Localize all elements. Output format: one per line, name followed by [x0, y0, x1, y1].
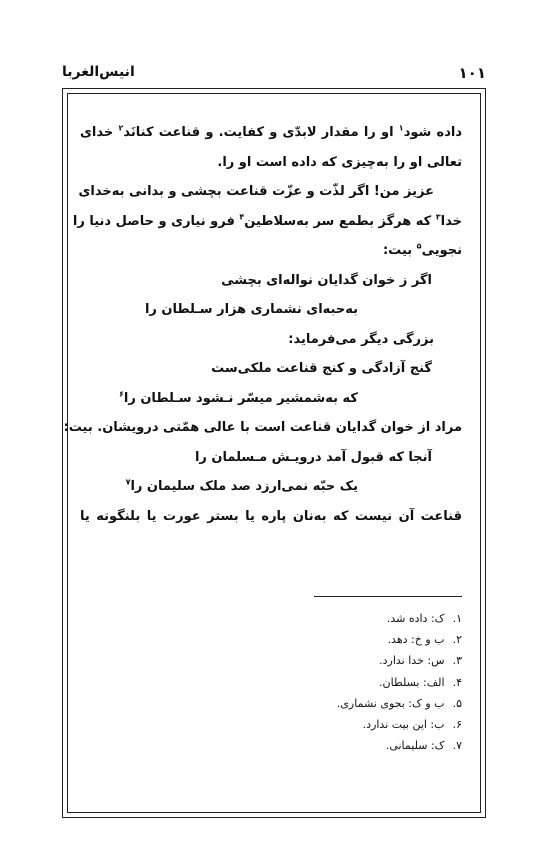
footnote-marker: ۵ — [416, 241, 422, 251]
text-line: قناعت آن نیست که به‌نان پاره یا بستر عورت یا بلنگوته یا — [80, 508, 462, 524]
footnote-marker: ۷ — [125, 477, 131, 487]
footnote-marker: ۴ — [239, 212, 245, 222]
verse-hemistich: اگر ز خوان گدایان نواله‌ای بچشی — [221, 272, 432, 288]
footnote: ۷. ک: سلیمانی. — [385, 739, 462, 753]
verse-hemistich: آنجا که قبول آمد درویـش مـسلمان را — [194, 449, 432, 465]
text-line: نجویی$^۵$ بیت: — [382, 241, 462, 258]
footnote-marker: ۶ — [118, 389, 124, 399]
footnote-rule — [314, 596, 462, 597]
text-line: بزرگی دیگر می‌فرماید: — [288, 331, 434, 347]
verse-hemistich: گنج آزادگی و کنج قناعت ملکی‌ست — [211, 361, 432, 376]
text-line: عزیز من! اگر لذّت و عزّت قناعت بچشی و بدانی به‌خدای — [78, 184, 434, 199]
footnote-marker: ۱ — [398, 123, 404, 133]
footnote: ۲. ب و خ: دهد. — [387, 633, 462, 647]
footnote: ۶. ب: این بیت ندارد. — [362, 717, 462, 731]
running-title: انیس‌الغربا — [62, 64, 135, 80]
text-line: داده شود$^۱$ او را مقدار لابدّی و کفایت. و قناعت کنانَد$^۲$ خدای — [80, 123, 462, 140]
body-text — [63, 118, 462, 531]
footnote: ۴. الف: بسلطان. — [379, 675, 462, 689]
page-number: ۱۰۱ — [458, 64, 486, 82]
text-line: مراد از خوان گدایان قناعت است با عالی همّتی درویشان. بیت: — [63, 420, 462, 435]
footnote-marker: ۳ — [435, 212, 441, 222]
footnotes — [210, 608, 462, 756]
verse-hemistich: که به‌شمشیر میسّر نـشود سـلطان را$^۶$ — [118, 389, 358, 406]
verse-hemistich: به‌حبه‌ای نشماری هزار سـلطان را — [144, 302, 358, 317]
footnote: ۱. ک: داده شد. — [386, 612, 462, 625]
page-header — [62, 62, 486, 86]
text-line: خدا$^۳$ که هرگز بطمع سر به‌سلاطین$^۴$ فرو نیاری و حاصل دنیا را — [72, 212, 462, 229]
text-line: تعالی او را به‌چیزی که داده است او را. — [217, 154, 462, 170]
verse-hemistich: یک حبّه نمی‌ارزد صد ملک سلیمان را$^۷$ — [125, 477, 358, 494]
footnote-marker: ۲ — [118, 123, 124, 133]
footnote: ۵. ب و ک: بجوی نشماری. — [336, 696, 462, 710]
footnote: ۳. س: خدا ندارد. — [379, 654, 462, 668]
